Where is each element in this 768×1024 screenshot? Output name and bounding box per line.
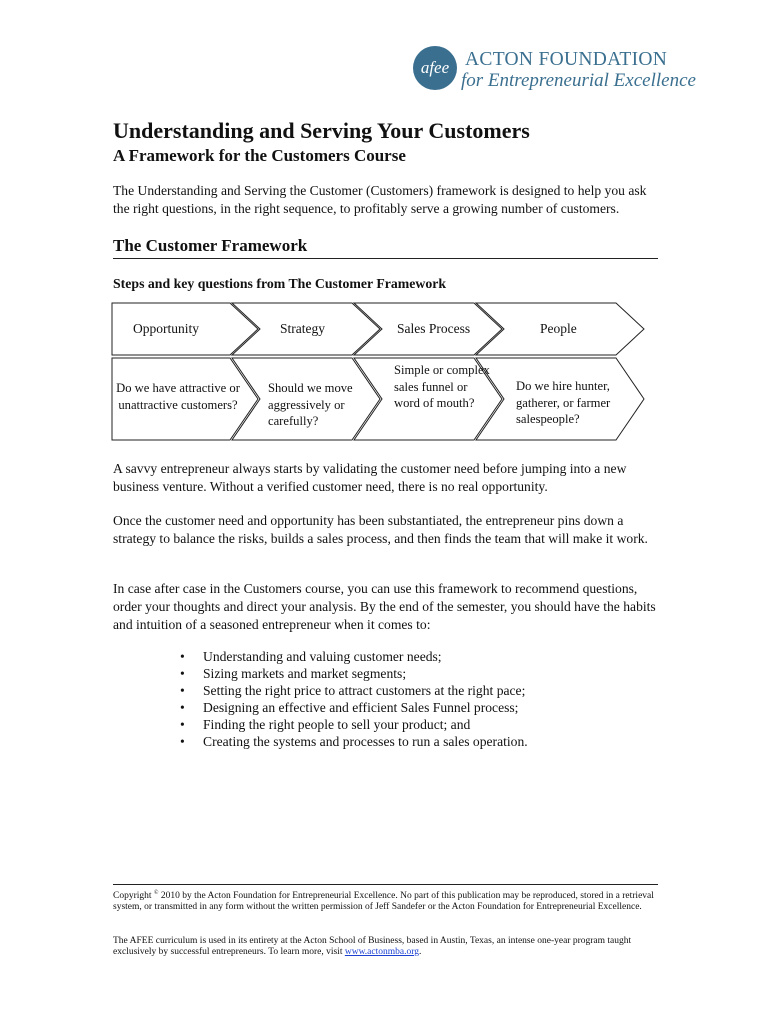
list-item: • Sizing markets and market segments; [178,665,528,682]
framework-diagram [110,300,650,444]
copyright-text: 2010 by the Acton Foundation for Entrepreneurial Excellence. No part of this publication may be reproduced, stored in a retrieval system, or transmitted in any form without the written permission of Jeff Sandefer or the Acton Foundation for Entrepreneurial Excellence. [113,891,654,913]
question-opportunity: Do we have attractive or unattractive customers? [116,381,240,412]
step-label-opportunity: Opportunity [133,321,199,336]
logo-org-name: ACTON FOUNDATION [465,49,668,70]
body-paragraph-2: Once the customer need and opportunity has been substantiated, the entrepreneur pins down a strategy to balance the risks, builds a sales process, and then finds the team that will make it work. [113,513,648,546]
page-subtitle: A Framework for the Customers Course [113,146,406,165]
question-people: Do we hire hunter, gatherer, or farmer salespeople? [516,379,611,426]
list-item: • Setting the right price to attract customers at the right pace; [178,682,528,699]
list-item: • Understanding and valuing customer needs; [178,648,528,665]
section-divider [113,258,658,259]
curriculum-note-end: . [418,947,422,958]
copyright-notice [113,888,658,914]
step-label-strategy: Strategy [280,321,325,336]
step-label-people: People [540,321,577,336]
list-item: • Creating the systems and processes to run a sales operation. [178,733,528,750]
list-item: • Designing an effective and efficient Sales Funnel process; [178,699,528,716]
footer-divider [113,884,658,885]
steps-heading: Steps and key questions from The Customer Framework [113,276,447,291]
skills-list [178,648,528,750]
question-strategy: Should we move aggressively or carefully? [268,381,353,428]
logo-mark-text: afee [420,58,450,77]
copyright-symbol: © [153,890,159,896]
copyright-prefix: Copyright [113,891,152,902]
body-paragraph-1: A savvy entrepreneur always starts by validating the customer need before jumping into a new business venture. Without a verified customer need, there is no real opportunity. [113,461,627,494]
afee-logo-mark [413,46,457,90]
step-label-sales-process: Sales Process [397,321,471,336]
list-item: • Finding the right people to sell your product; and [178,716,528,733]
website-link[interactable]: www.actonmba.org [344,947,419,958]
curriculum-note-text: The AFEE curriculum is used in its entirety at the Acton School of Business, based in Austin, Texas, an intense one-year program taught exclusively by successful entrepreneurs. To learn more, visit [113,936,632,958]
logo-tagline: for Entrepreneurial Excellence [461,70,696,91]
curriculum-note [113,936,658,959]
intro-paragraph: The Understanding and Serving the Customer (Customers) framework is designed to help you ask the right questions, in the right sequence, to profitably serve a growing number of customers. [113,183,647,216]
question-sales-process: Simple or complex sales funnel or word of mouth? [394,363,490,410]
section-title: The Customer Framework [113,236,308,255]
body-paragraph-3: In case after case in the Customers course, you can use this framework to recommend questions, order your thoughts and direct your analysis. By the end of the semester, you should have the habits and intuition of a seasoned entrepreneur when it comes to: [113,581,656,632]
page-title: Understanding and Serving Your Customers [113,118,530,143]
